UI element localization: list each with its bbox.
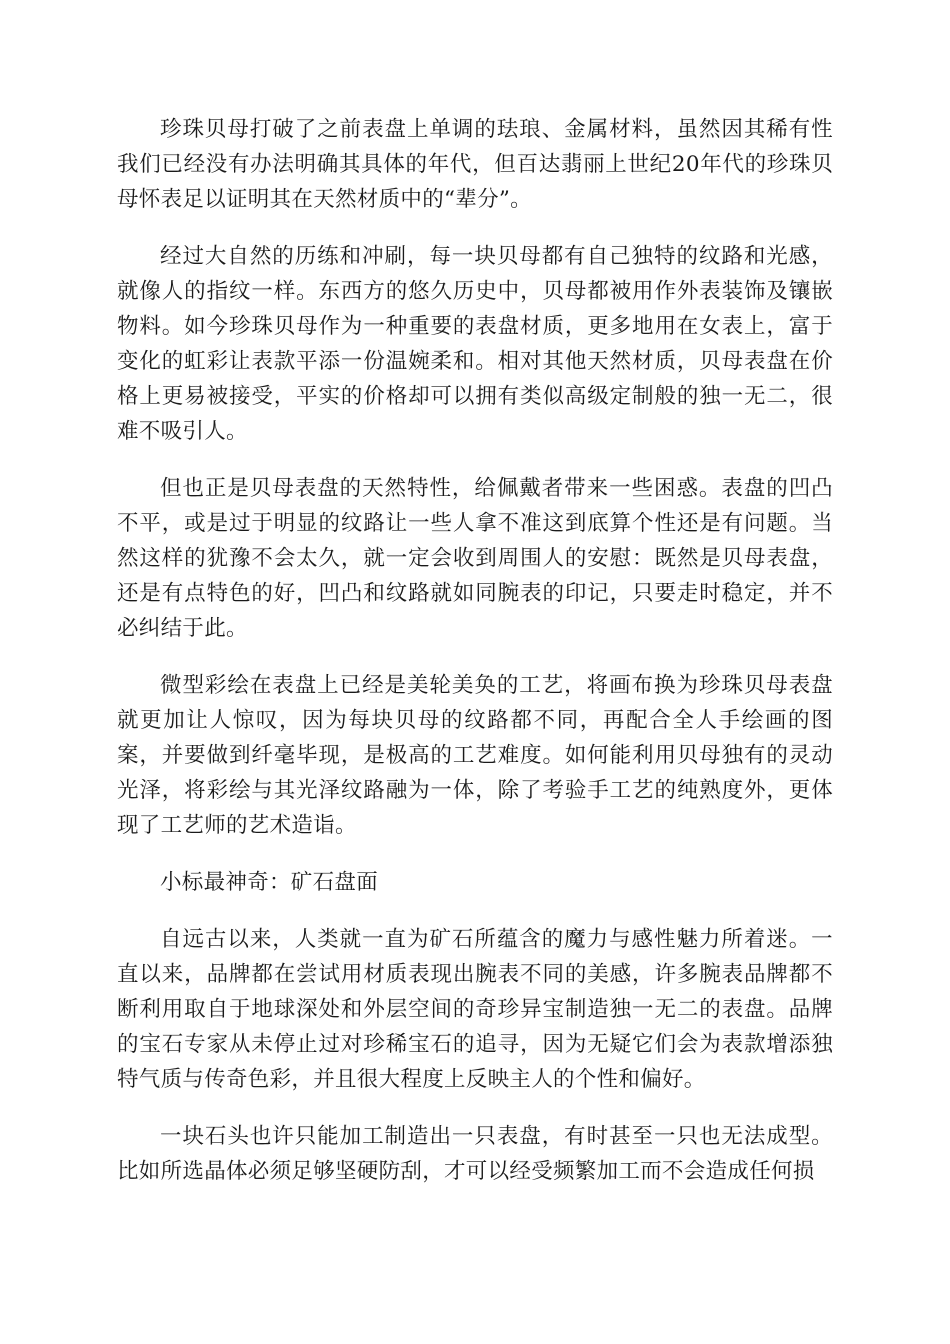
- document-body: [117, 112, 833, 1211]
- paragraph: 自远古以来，人类就一直为矿石所蕴含的魔力与感性魅力所着迷。一直以来，品牌都在尝试用材质表现出腕表不同的美感，许多腕表品牌都不断利用取自于地球深处和外层空间的奇珍异宝制造独一无二的表盘。品牌的宝石专家从未停止过对珍稀宝石的追寻，因为无疑它们会为表款增添独特气质与传奇色彩，并且很大程度上反映主人的个性和偏好。: [117, 927, 833, 1092]
- paragraph: 微型彩绘在表盘上已经是美轮美奂的工艺，将画布换为珍珠贝母表盘就更加让人惊叹，因为每块贝母的纹路都不同，再配合全人手绘画的图案，并要做到纤毫毕现，是极高的工艺难度。如何能利用贝母独有的灵动光泽，将彩绘与其光泽纹路融为一体，除了考验手工艺的纯熟度外，更体现了工艺师的艺术造诣。: [117, 673, 833, 838]
- paragraph: 经过大自然的历练和冲刷，每一块贝母都有自己独特的纹路和光感，就像人的指纹一样。东西方的悠久历史中，贝母都被用作外表装饰及镶嵌物料。如今珍珠贝母作为一种重要的表盘材质，更多地用在女表上，富于变化的虹彩让表款平添一份温婉柔和。相对其他天然材质，贝母表盘在价格上更易被接受，平实的价格却可以拥有类似高级定制般的独一无二，很难不吸引人。: [117, 244, 833, 444]
- section-subheading: 小标最神奇：矿石盘面: [160, 870, 379, 895]
- paragraph: 珍珠贝母打破了之前表盘上单调的珐琅、金属材料，虽然因其稀有性我们已经没有办法明确其具体的年代，但百达翡丽上世纪20年代的珍珠贝母怀表足以证明其在天然材质中的“辈分”。: [117, 117, 833, 212]
- paragraph: 但也正是贝母表盘的天然特性，给佩戴者带来一些困惑。表盘的凹凸不平，或是过于明显的纹路让一些人拿不准这到底算个性还是有问题。当然这样的犹豫不会太久，就一定会收到周围人的安慰：既然是贝母表盘，还是有点特色的好，凹凸和纹路就如同腕表的印记，只要走时稳定，并不必纠结于此。: [117, 476, 833, 641]
- paragraph: 一块石头也许只能加工制造出一只表盘，有时甚至一只也无法成型。比如所选晶体必须足够坚硬防刮，才可以经受频繁加工而不会造成任何损: [117, 1124, 833, 1184]
